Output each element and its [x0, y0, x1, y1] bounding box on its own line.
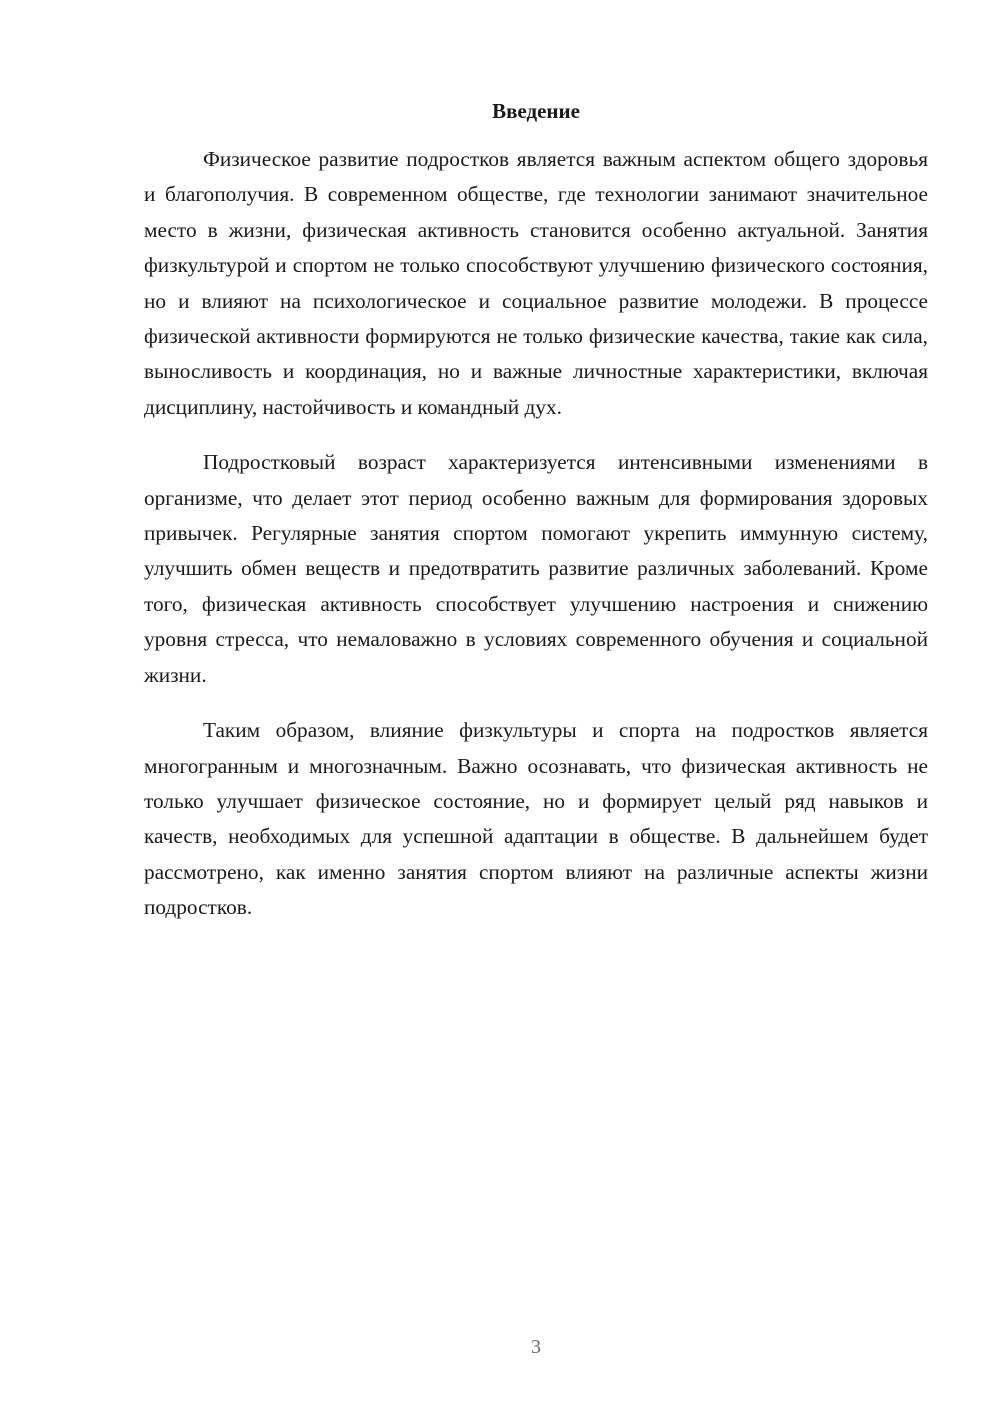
paragraph-1: Физическое развитие подростков является важным аспектом общего здоровья и благополучия. В современном обществе, где технологии занимают значительное место в жизни, физическая активность становится особенно актуальной. Занятия физкультурой и спортом не только способствуют улучшению физического состояния, но и влияют на психологическое и социальное развитие молодежи. В процессе физической активности формируются не только физические качества, такие как сила, выносливость и координация, но и важные личностные характеристики, включая дисциплину, настойчивость и командный дух. [144, 147, 928, 419]
paragraph-2: Подростковый возраст характеризуется интенсивными изменениями в организме, что делает этот период особенно важным для формирования здоровых привычек. Регулярные занятия спортом помогают укрепить иммунную систему, улучшить обмен веществ и предотвратить развитие различных заболеваний. Кроме того, физическая активность способствует улучшению настроения и снижению уровня стресса, что немаловажно в условиях современного обучения и социальной жизни. [144, 450, 928, 687]
page-number: 3 [531, 1336, 541, 1358]
section-heading: Введение [492, 99, 580, 123]
paragraph-3: Таким образом, влияние физкультуры и спорта на подростков является многогранным и многозначным. Важно осознавать, что физическая активность не только улучшает физическое состояние, но и формирует целый ряд навыков и качеств, необходимых для успешной адаптации в обществе. В дальнейшем будет рассмотрено, как именно занятия спортом влияют на различные аспекты жизни подростков. [144, 718, 928, 920]
body-text [144, 142, 928, 946]
